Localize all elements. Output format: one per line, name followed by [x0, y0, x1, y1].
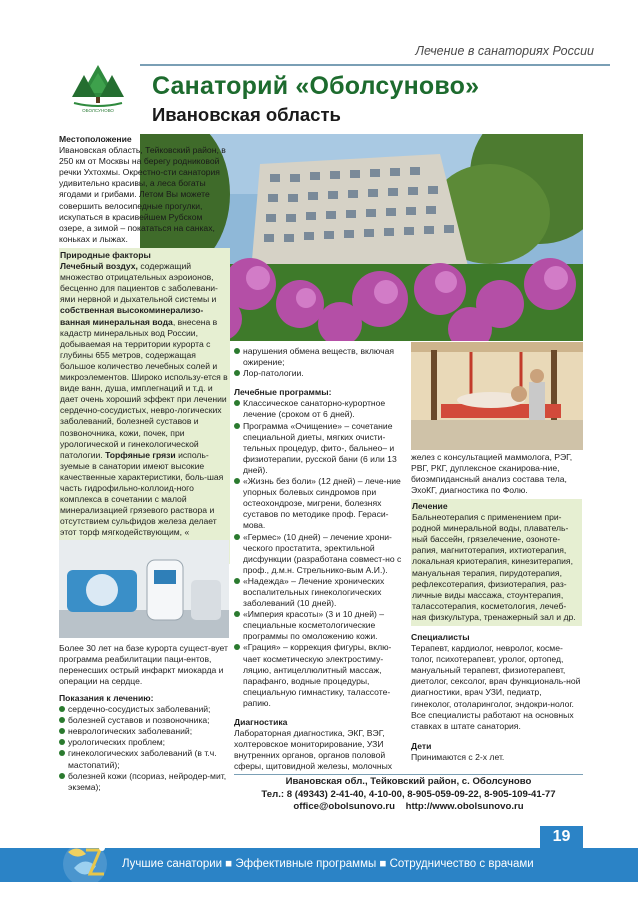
list-item: нарушения обмена веществ, включая ожирение; [234, 346, 405, 368]
children-text: Принимаются с 2-х лет. [411, 752, 505, 763]
list-item: «Империя красоты» (3 и 10 дней) – специальные косметологические программы по омоложению кожи. [234, 609, 405, 642]
location-heading-text: Местоположение [59, 134, 132, 144]
treatment-text: Бальнеотерапия с применением при-родной минеральной воды, плаватель-ный бассейн, грязелечение, озоноте-рапия, магнитотерапия, ихтиотерапия, локальная криотерапия, кинезитерапия, мануальная терапия, пирудотерапия, рефлексотерапия, физиотерапия, раз-личные виды массажа, стоунтерапия, талассотерапия, косметология, лечеб-ная физкультура, тренажерный зал и др. [412, 512, 576, 622]
programs-list [234, 398, 405, 709]
factors-air-text: содержащий множество отрицательных аэроионов, бесценно для пациентов с заболевани-ями нервной и дыхательной системы и [60, 261, 218, 305]
indications-continued [234, 346, 405, 772]
treatment-room-photo [411, 342, 583, 450]
header-rule [140, 64, 610, 66]
list-item: «Жизнь без боли» (12 дней) – лече-ние упорных болевых синдромов при остеохондрозе, мигрени, болезнях суставов по методике проф. Гераси-мова. [234, 476, 405, 531]
contact-phones: Тел.: 8 (49343) 2-41-40, 4-10-00, 8-905-059-09-22, 8-905-109-41-77 [261, 788, 556, 800]
page-subtitle: Ивановская область [152, 104, 341, 125]
page-number: 19 [540, 826, 583, 848]
list-item: «Надежда» – Лечение хронических воспалительных гинекологических заболеваний (10 дней). [234, 576, 405, 609]
contact-block [234, 776, 583, 814]
list-item: Классическое санаторно-курортное лечение (сроком от 6 дней). [234, 398, 405, 420]
indications-list [59, 704, 230, 793]
factors-water-bold: собственная высокоминерализо-ванная минеральная вода [60, 305, 204, 327]
diagnostics-continued: желез с консультацией маммолога, РЭГ, РВГ, РКГ, дуплексное сканирова-ние, биоэмпидансный анализ состава тела, ЭхоКГ, диагностика по Фолю. [411, 452, 573, 496]
indications-list-cont [234, 346, 405, 379]
factors-mud-text: исполь-зуемые в санатории имеют высокие качественные характеристики, боль-шая часть гидрофильно-коллоид-ного комплекса в сочетании с малой минерализацией грязевого раствора и отсутствием сульфидов железа делает этот торф мягкодействующим, « [60, 449, 224, 538]
rehab-text: Более 30 лет на базе курорта сущест-вует программа реабилитации паци-ентов, перенесших острый инфаркт миокарда и операции на сердце. [59, 643, 228, 687]
logo-caption: ОБОЛСУНОВО [82, 108, 114, 113]
location-body: Ивановская область, Тейковский район, в 250 км от Москвы на берегу родниковой речки Ухтохмы. Окрестно-сти санатория удивительно красивы, а леса богаты ягодами и грибами. Летом Вы можете совершить велосипедные прогулки, искупаться в красивейшем Рубском озере, а зимой – покататься на санках, коньках и лыжах. [59, 145, 226, 244]
section-header: Лечение в санаториях России [415, 44, 594, 58]
contact-address: Ивановская обл., Тейковский район, с. Оболсуново [285, 776, 532, 787]
brand-monogram-icon [56, 838, 114, 890]
children-heading: Дети [411, 741, 432, 751]
specialists-text: Терапевт, кардиолог, невролог, косме-толог, психотерапевт, уролог, ортопед, мануальный терапевт, физиотерапевт, диетолог, сексолог, врач функциональ-ной диагностики, врач УЗИ, педиатр, гинеколог, отоларинголог, эндокри-нолог. Все специалисты работают на основных ставках в штате санатория. [411, 643, 581, 731]
list-item: гинекологических заболеваний (в т.ч. мастопатий); [59, 748, 230, 770]
specialists-section [411, 632, 582, 732]
children-section [411, 741, 582, 763]
list-item: «Гермес» (10 дней) – лечение хрони-ческого простатита, эректильной дисфункции (разработана совмест-но с проф., д.м.н. Стрельнико-вым А.И.). [234, 532, 405, 576]
treatment-box [411, 499, 582, 626]
factors-water-text: , внесена в кадастр минеральных вод России, добываемая на территории курорта с глубины 655 метров, содержащая большое количество лечебных солей и микроэлементов. Широко использу-ется в виде ванн, душа, имплегнаций и т.д. и дает очень хороший эффект при лечении сердечно-сосудистых, невро-логических заболеваний, болезней суставов и позвоночника, кожи, почек, при урологической и гинекологической патологии. [60, 316, 228, 460]
list-item: неврологических заболеваний; [59, 726, 230, 737]
list-item: Лор-патологии. [234, 368, 405, 379]
list-item: «Грация» – коррекция фигуры, вклю-чает косметическую электростиму-ляцию, антицеллюлитный массаж, парафанго, водные процедуры, специальную гимнастику, талассоте-рапию. [234, 642, 405, 709]
contact-email-web[interactable]: office@obolsunovo.ru http://www.obolsunovo.ru [293, 801, 524, 812]
treatment-heading: Лечение [412, 501, 448, 511]
sanatorium-logo [70, 63, 126, 111]
list-item: болезней суставов и позвоночника; [59, 715, 230, 726]
factors-air-bold: Лечебный воздух, [60, 261, 138, 272]
factors-mud-bold: Торфяные грязи [105, 449, 176, 460]
list-item: Программа «Очищение» – сочетание специальной диеты, мягких очисти-тельных процедур, фито-, бальнео– и физиотерапии, русской бани (6 или 13 дней). [234, 421, 405, 476]
diagnostics-heading: Диагностика [234, 717, 288, 727]
factors-box [59, 248, 230, 564]
list-item: урологических проблем; [59, 737, 230, 748]
indications-section [59, 693, 230, 793]
diagnostics-text: Лабораторная диагностика, ЭКГ, ВЭГ, холтеровское мониторирование, УЗИ внутренних органов, органов половой сферы, щитовидной железы, молочных [234, 728, 393, 772]
treatment-section [411, 499, 582, 626]
indications-heading: Показания к лечению: [59, 693, 154, 703]
contact-rule [234, 774, 583, 775]
factors-section [59, 248, 230, 564]
specialists-heading: Специалисты [411, 632, 470, 642]
programs-heading: Лечебные программы: [234, 387, 332, 398]
page-title: Санаторий «Оболсуново» [152, 72, 480, 100]
factors-heading: Природные факторы [60, 250, 151, 260]
location-block [59, 134, 230, 245]
medical-equipment-photo [59, 540, 229, 638]
footer-tagline: Лучшие санатории ■ Эффективные программы ■ Сотрудничество с врачами [122, 858, 534, 870]
list-item: сердечно-сосудистых заболеваний; [59, 704, 230, 715]
list-item: болезней кожи (псориаз, нейродер-мит, экзема); [59, 771, 230, 793]
